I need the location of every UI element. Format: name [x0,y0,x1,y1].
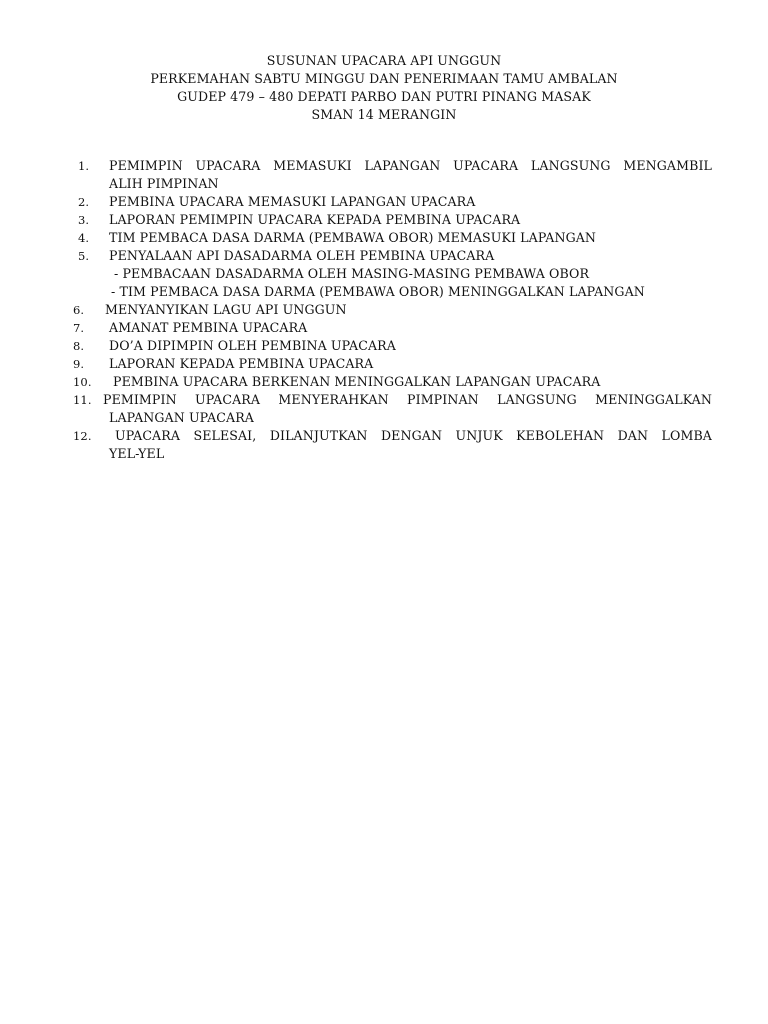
item-text: YEL-YEL [109,446,165,461]
item-text: DO’A DIPIMPIN OLEH PEMBINA UPACARA [109,338,396,353]
list-subitem [0,283,768,301]
item-text: PEMIMPIN UPACARA MENYERAHKAN PIMPINAN LANGSUNG MENINGGALKAN [103,392,712,407]
header-school: SMAN 14 MERANGIN [311,107,457,122]
item-number: 9. [73,357,85,371]
item-number: 2. [78,195,90,209]
item-text: ALIH PIMPINAN [109,176,219,191]
list-item-continuation [0,175,768,193]
item-number: 8. [73,339,85,353]
subitem-text: - PEMBACAAN DASADARMA OLEH MASING-MASING PEMBAWA OBOR [114,266,590,281]
list-item [0,301,768,319]
item-text: TIM PEMBACA DASA DARMA (PEMBAWA OBOR) MEMASUKI LAPANGAN [109,230,597,245]
item-number: 11. [73,393,92,407]
item-text: LAPANGAN UPACARA [109,410,255,425]
list-item-continuation [0,409,768,427]
list-item [0,391,768,409]
list-item [0,427,768,445]
list-item-continuation [0,445,768,463]
item-text: PEMIMPIN UPACARA MEMASUKI LAPANGAN UPACARA LANGSUNG MENGAMBIL [109,158,712,173]
header-title: SUSUNAN UPACARA API UNGGUN [266,53,502,68]
item-number: 12. [73,429,92,443]
item-text: MENYANYIKAN LAGU API UNGGUN [105,302,347,317]
item-number: 7. [73,321,85,335]
list-item [0,247,768,265]
list-item [0,373,768,391]
list-item [0,319,768,337]
list-item [0,337,768,355]
list-item [0,157,768,175]
list-subitem [0,265,768,283]
item-text: UPACARA SELESAI, DILANJUTKAN DENGAN UNJUK KEBOLEHAN DAN LOMBA [115,428,712,443]
document-header [0,52,768,124]
item-text: LAPORAN PEMIMPIN UPACARA KEPADA PEMBINA UPACARA [109,212,521,227]
item-number: 3. [78,213,90,227]
item-text: PEMBINA UPACARA MEMASUKI LAPANGAN UPACARA [109,194,476,209]
header-gudep: GUDEP 479 – 480 DEPATI PARBO DAN PUTRI PINANG MASAK [177,89,591,104]
list-item [0,229,768,247]
agenda-list [0,157,768,463]
item-text: LAPORAN KEPADA PEMBINA UPACARA [109,356,374,371]
list-item [0,193,768,211]
item-text: PEMBINA UPACARA BERKENAN MENINGGALKAN LAPANGAN UPACARA [113,374,601,389]
list-item [0,355,768,373]
item-number: 4. [78,231,90,245]
item-number: 5. [78,249,90,263]
header-event: PERKEMAHAN SABTU MINGGU DAN PENERIMAAN TAMU AMBALAN [150,71,618,86]
item-text: PENYALAAN API DASADARMA OLEH PEMBINA UPACARA [109,248,495,263]
item-text: AMANAT PEMBINA UPACARA [109,320,308,335]
item-number: 6. [73,303,85,317]
list-item [0,211,768,229]
subitem-text: - TIM PEMBACA DASA DARMA (PEMBAWA OBOR) MENINGGALKAN LAPANGAN [111,284,645,299]
item-number: 1. [78,159,90,173]
item-number: 10. [73,375,92,389]
